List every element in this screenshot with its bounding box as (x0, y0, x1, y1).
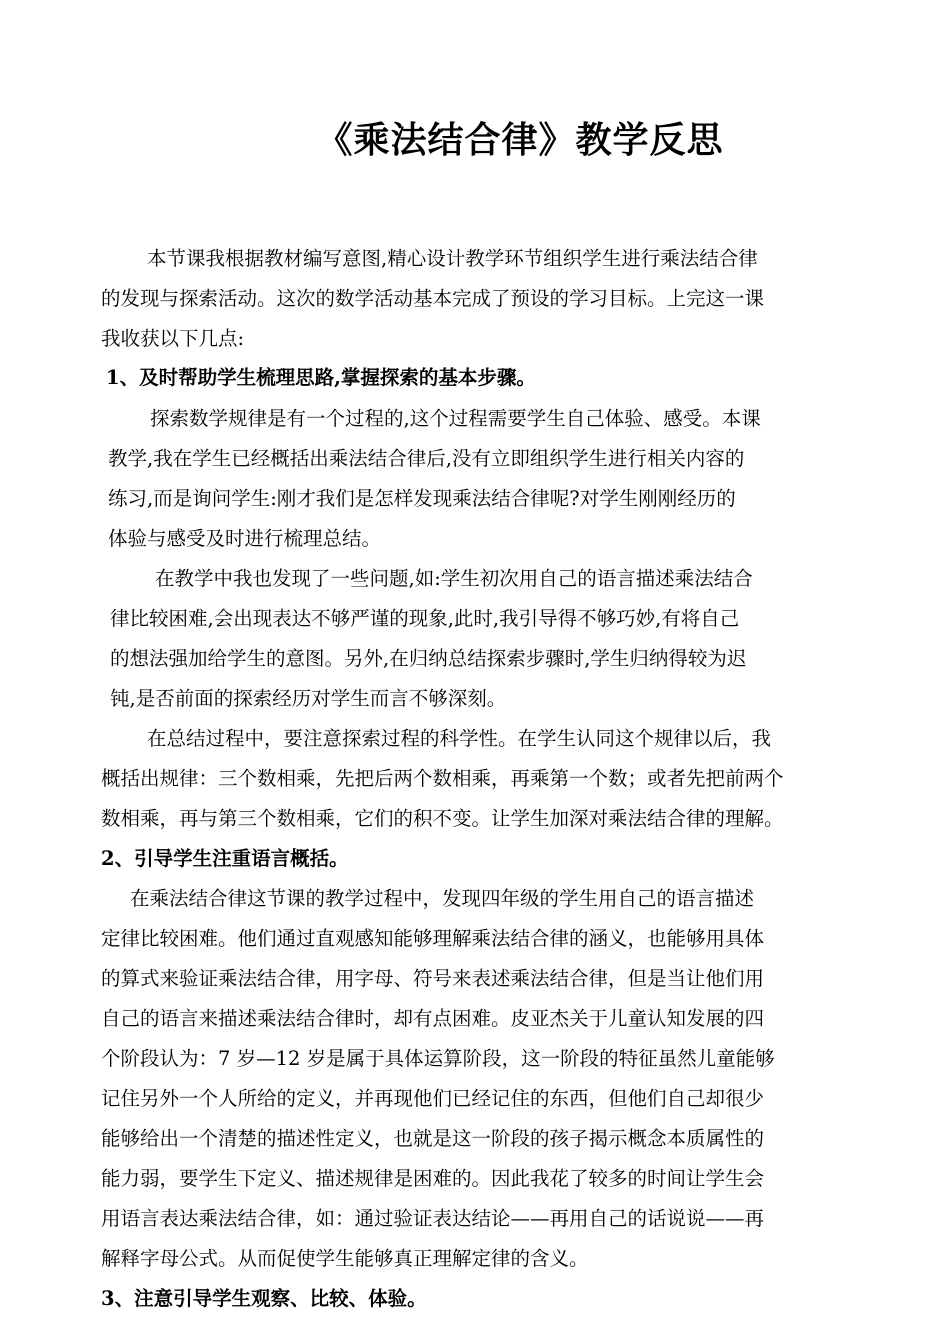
paragraph-line: 的发现与探索活动。这次的数学活动基本完成了预设的学习目标。上完这一课 (101, 287, 765, 310)
paragraph-line: 练习,而是询问学生:刚才我们是怎样发现乘法结合律呢?对学生刚刚经历的 (108, 487, 736, 510)
paragraph-line: 在教学中我也发现了一些问题,如:学生初次用自己的语言描述乘法结合 (155, 567, 753, 590)
paragraph-line: 本节课我根据教材编写意图,精心设计教学环节组织学生进行乘法结合律 (147, 247, 758, 270)
section-heading: 1、及时帮助学生梳理思路,掌握探索的基本步骤。 (106, 366, 536, 389)
paragraph-line: 概括出规律：三个数相乘，先把后两个数相乘，再乘第一个数；或者先把前两个 (101, 767, 784, 790)
paragraph-line: 个阶段认为：7 岁—12 岁是属于具体运算阶段，这一阶段的特征虽然儿童能够 (101, 1047, 775, 1070)
paragraph-line: 钝,是否前面的探索经历对学生而言不够深刻。 (110, 687, 507, 710)
section-heading: 2、引导学生注重语言概括。 (101, 847, 349, 870)
section-heading: 3、注意引导学生观察、比较、体验。 (101, 1287, 427, 1310)
paragraph-line: 教学,我在学生已经概括出乘法结合律后,没有立即组织学生进行相关内容的 (108, 447, 745, 470)
paragraph-line: 在乘法结合律这节课的教学过程中，发现四年级的学生用自己的语言描述 (130, 887, 755, 910)
paragraph-line: 探索数学规律是有一个过程的,这个过程需要学生自己体验、感受。本课 (150, 407, 761, 430)
paragraph-line: 用语言表达乘法结合律，如：通过验证表达结论——再用自己的话说说——再 (101, 1207, 765, 1230)
paragraph-line: 的算式来验证乘法结合律，用字母、符号来表述乘法结合律，但是当让他们用 (101, 967, 765, 990)
paragraph-line: 数相乘，再与第三个数相乘，它们的积不变。让学生加深对乘法结合律的理解。 (101, 807, 784, 830)
paragraph-line: 在总结过程中，要注意探索过程的科学性。在学生认同这个规律以后，我 (147, 727, 772, 750)
paragraph-line: 能力弱，要学生下定义、描述规律是困难的。因此我花了较多的时间让学生会 (101, 1167, 765, 1190)
paragraph-line: 律比较困难,会出现表达不够严谨的现象,此时,我引导得不够巧妙,有将自己 (110, 607, 740, 630)
paragraph-line: 我收获以下几点: (101, 327, 245, 350)
paragraph-line: 自己的语言来描述乘法结合律时，却有点困难。皮亚杰关于儿童认知发展的四 (101, 1007, 765, 1030)
paragraph-line: 解释字母公式。从而促使学生能够真正理解定律的含义。 (101, 1247, 589, 1270)
paragraph-line: 定律比较困难。他们通过直观感知能够理解乘法结合律的涵义，也能够用具体 (101, 927, 765, 950)
document-title: 《乘法结合律》教学反思 (316, 119, 724, 161)
paragraph-line: 记住另外一个人所给的定义，并再现他们已经记住的东西，但他们自己却很少 (101, 1087, 765, 1110)
paragraph-line: 的想法强加给学生的意图。另外,在归纳总结探索步骤时,学生归纳得较为迟 (110, 647, 747, 670)
paragraph-line: 能够给出一个清楚的描述性定义，也就是这一阶段的孩子揭示概念本质属性的 (101, 1127, 765, 1150)
paragraph-line: 体验与感受及时进行梳理总结。 (108, 527, 382, 550)
